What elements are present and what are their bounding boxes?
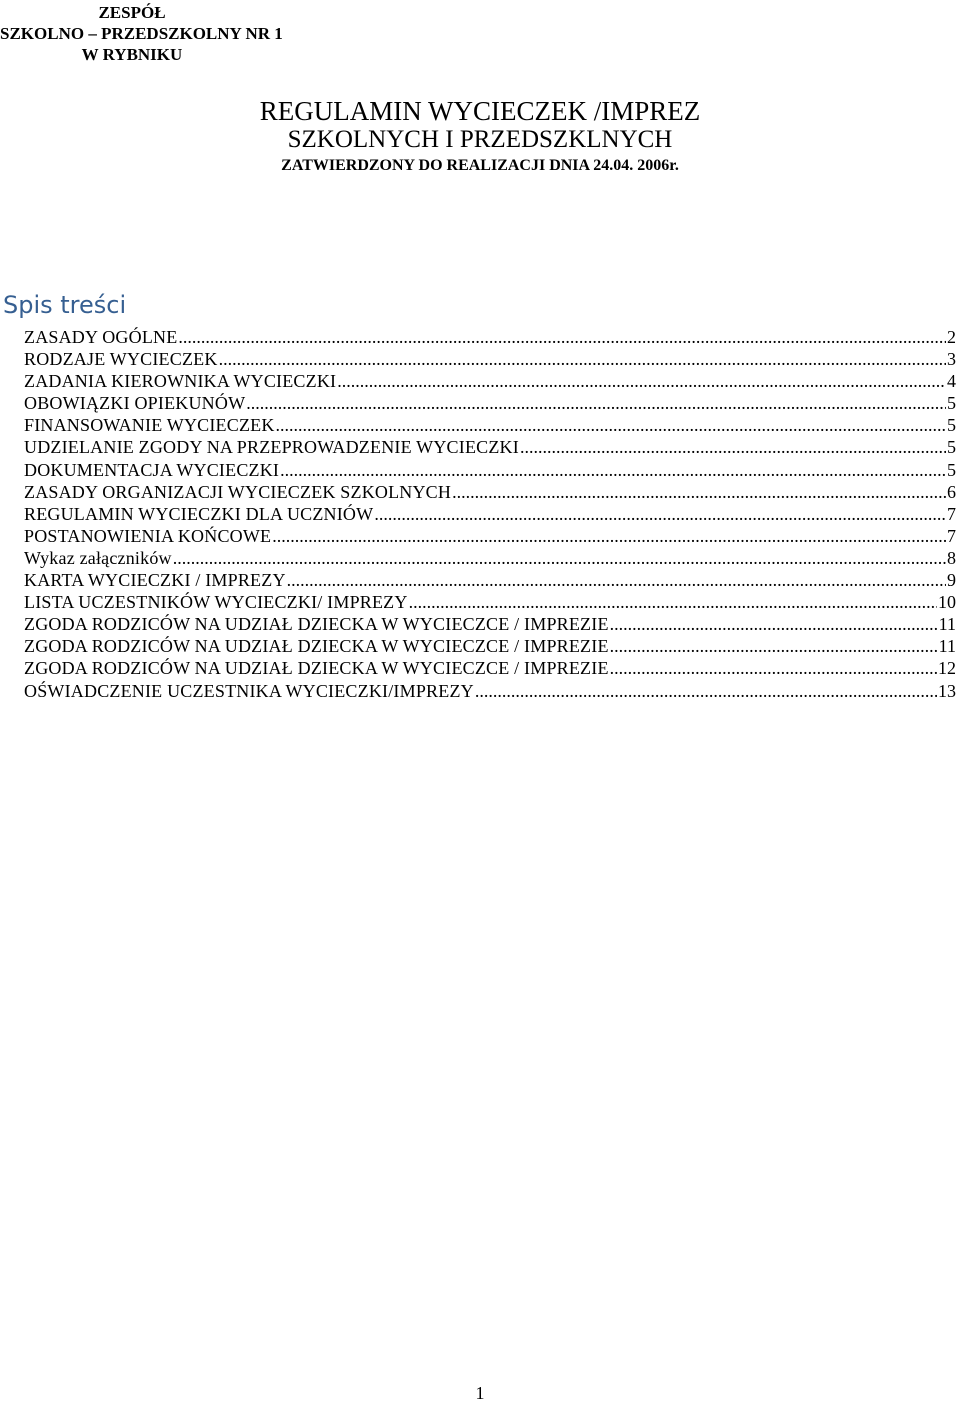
toc-dot-leader [287, 569, 946, 591]
toc-dot-leader [374, 503, 946, 525]
toc-entry-page: 13 [938, 680, 956, 701]
toc-dot-leader [452, 481, 946, 503]
toc-dot-leader [246, 392, 946, 414]
toc-entry-page: 11 [938, 614, 956, 635]
toc-entry-page: 5 [947, 459, 956, 480]
toc-entry-label: RODZAJE WYCIECZEK [24, 349, 218, 370]
toc-entry-label: ZADANIA KIEROWNIKA WYCIECZKI [24, 371, 337, 392]
toc-entry-label: REGULAMIN WYCIECZKI DLA UCZNIÓW [24, 503, 374, 524]
toc-dot-leader [178, 326, 946, 348]
toc-entry[interactable] [24, 613, 956, 635]
toc-entry-page: 3 [947, 349, 956, 370]
toc-entry-label: ZGODA RODZICÓW NA UDZIAŁ DZIECKA W WYCIECZCE / IMPREZIE [24, 636, 609, 657]
toc-entry-page: 9 [947, 570, 956, 591]
toc-dot-leader [610, 613, 938, 635]
toc-entry-page: 2 [947, 327, 956, 347]
toc-entry-label: KARTA WYCIECZKI / IMPREZY [24, 570, 286, 591]
school-name-line3: W RYBNIKU [81, 45, 183, 64]
toc-entry-page: 10 [938, 592, 956, 613]
school-name-line2: SZKOLNO – PRZEDSZKOLNY NR 1 [0, 24, 283, 43]
toc-dot-leader [475, 680, 937, 702]
toc-dot-leader [520, 436, 946, 458]
toc-entry-page: 7 [947, 525, 956, 546]
toc-entry[interactable] [24, 370, 956, 392]
toc-entry[interactable] [24, 459, 956, 481]
toc-entry-page: 4 [947, 371, 956, 392]
toc-dot-leader [219, 348, 946, 370]
toc-entry[interactable] [24, 392, 956, 414]
toc-dot-leader [610, 635, 938, 657]
toc-entry[interactable] [24, 591, 956, 613]
toc-entry-label: ZGODA RODZICÓW NA UDZIAŁ DZIECKA W WYCIECZCE / IMPREZIE [24, 658, 609, 679]
toc-entry[interactable] [24, 436, 956, 458]
toc-entry-page: 5 [947, 437, 956, 458]
table-of-contents [24, 326, 956, 702]
title-main: REGULAMIN WYCIECZEK /IMPREZ [259, 96, 701, 126]
toc-dot-leader [610, 657, 937, 679]
school-name-line1: ZESPÓŁ [98, 3, 166, 22]
toc-entry[interactable] [24, 348, 956, 370]
toc-dot-leader [276, 414, 946, 436]
toc-dot-leader [337, 370, 946, 392]
toc-dot-leader [280, 459, 946, 481]
toc-entry-label: ZASADY OGÓLNE [24, 327, 178, 347]
toc-entry[interactable] [24, 569, 956, 591]
toc-dot-leader [173, 547, 946, 569]
toc-entry[interactable] [24, 680, 956, 702]
page-number: 1 [475, 1383, 485, 1403]
toc-entry-page: 12 [938, 658, 956, 679]
toc-entry-page: 5 [947, 393, 956, 414]
toc-entry-page: 8 [947, 547, 956, 568]
toc-entry[interactable] [24, 547, 956, 569]
toc-entry-label: ZASADY ORGANIZACJI WYCIECZEK SZKOLNYCH [24, 481, 452, 502]
toc-entry-page: 6 [947, 481, 956, 502]
school-header [0, 2, 283, 65]
toc-entry[interactable] [24, 326, 956, 348]
toc-entry[interactable] [24, 481, 956, 503]
toc-entry-label: DOKUMENTACJA WYCIECZKI [24, 459, 280, 480]
toc-entry-label: Wykaz załączników [24, 547, 172, 568]
document-title [180, 96, 780, 178]
toc-entry-label: POSTANOWIENIA KOŃCOWE [24, 525, 272, 546]
toc-entry-label: OŚWIADCZENIE UCZESTNIKA WYCIECZKI/IMPREZY [24, 680, 474, 701]
title-sub: SZKOLNYCH I PRZEDSZKLNYCH [287, 126, 673, 153]
toc-dot-leader [272, 525, 946, 547]
toc-entry-page: 7 [947, 503, 956, 524]
toc-entry-page: 5 [947, 415, 956, 436]
toc-entry-page: 11 [938, 636, 956, 657]
toc-entry-label: LISTA UCZESTNIKÓW WYCIECZKI/ IMPREZY [24, 592, 408, 613]
toc-entry-label: ZGODA RODZICÓW NA UDZIAŁ DZIECKA W WYCIECZCE / IMPREZIE [24, 614, 609, 635]
toc-entry[interactable] [24, 503, 956, 525]
toc-entry[interactable] [24, 635, 956, 657]
toc-heading: Spis treści [3, 291, 127, 319]
toc-dot-leader [409, 591, 937, 613]
toc-entry-label: UDZIELANIE ZGODY NA PRZEPROWADZENIE WYCIECZKI [24, 437, 519, 458]
toc-entry[interactable] [24, 525, 956, 547]
toc-entry[interactable] [24, 657, 956, 679]
toc-entry-label: FINANSOWANIE WYCIECZEK [24, 415, 275, 436]
title-approval: ZATWIERDZONY DO REALIZACJI DNIA 24.04. 2006r. [281, 157, 679, 174]
toc-entry-label: OBOWIĄZKI OPIEKUNÓW [24, 393, 246, 414]
toc-entry[interactable] [24, 414, 956, 436]
